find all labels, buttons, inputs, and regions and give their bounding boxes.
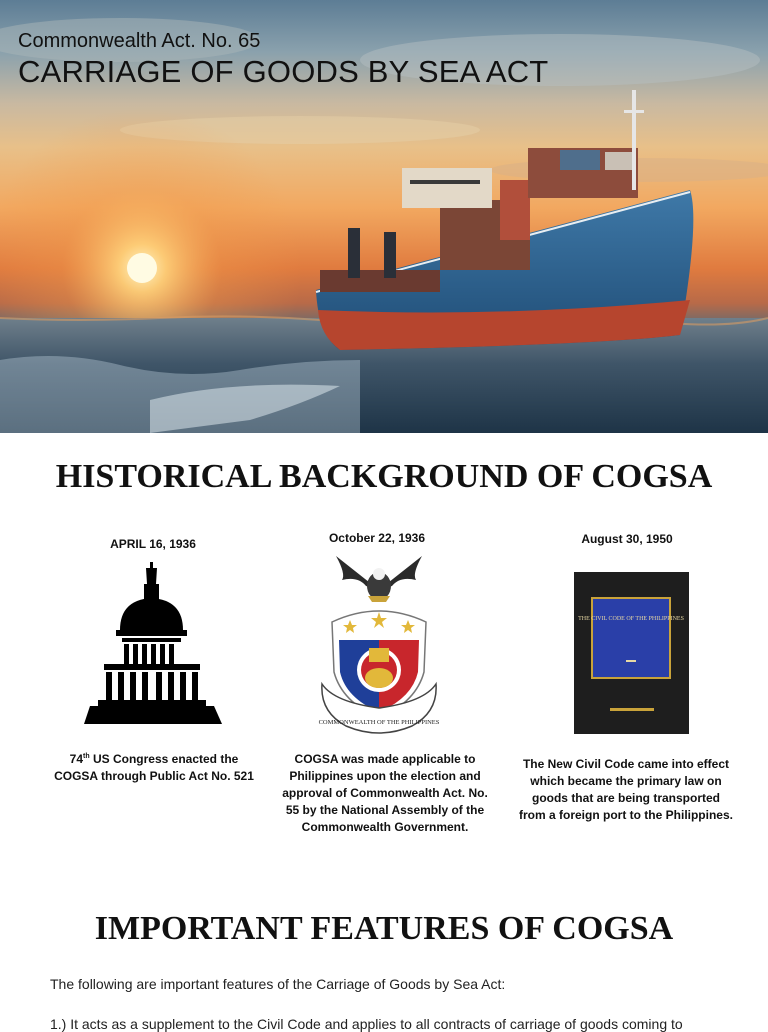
commonwealth-seal-icon — [316, 552, 442, 743]
event-description-3: The New Civil Code came into effect which became the primary law on goods that are being transported from a foreign port to the Philippines. — [518, 757, 733, 822]
event-date-1: APRIL 16, 1936 — [110, 537, 196, 551]
event-description-1 — [46, 748, 262, 785]
ordinal-suffix: th — [83, 753, 90, 760]
historical-background-heading: HISTORICAL BACKGROUND OF COGSA — [55, 458, 713, 495]
event-description-text-1: US Congress enacted the COGSA through Public Act No. 521 — [54, 752, 254, 783]
event-description-2: COGSA was made applicable to Philippines upon the election and approval of Commonwealth Act. No. 55 by the National Assembly of the Commonwealth Government. — [282, 752, 488, 834]
event-date-2: October 22, 1936 — [328, 531, 426, 545]
hero-banner — [0, 0, 768, 433]
act-number: Commonwealth Act. No. 65 — [18, 30, 261, 52]
act-title: CARRIAGE OF GOODS BY SEA ACT — [18, 54, 549, 89]
important-features-heading: IMPORTANT FEATURES OF COGSA — [94, 910, 674, 947]
book-title: THE CIVIL CODE OF THE PHILIPPINES — [578, 616, 684, 622]
capitol-building-icon — [84, 562, 224, 733]
civil-code-book-icon — [574, 572, 690, 739]
seal-text: COMMONWEALTH OF THE PHILIPPINES — [318, 719, 440, 726]
feature-item-1: 1.) It acts as a supplement to the Civil Code and applies to all contracts of carriage of goods coming to — [50, 1016, 683, 1032]
features-intro: The following are important features of the Carriage of Goods by Sea Act: — [50, 976, 506, 992]
event-date-3: August 30, 1950 — [581, 532, 673, 546]
congress-number: 74 — [69, 752, 84, 766]
